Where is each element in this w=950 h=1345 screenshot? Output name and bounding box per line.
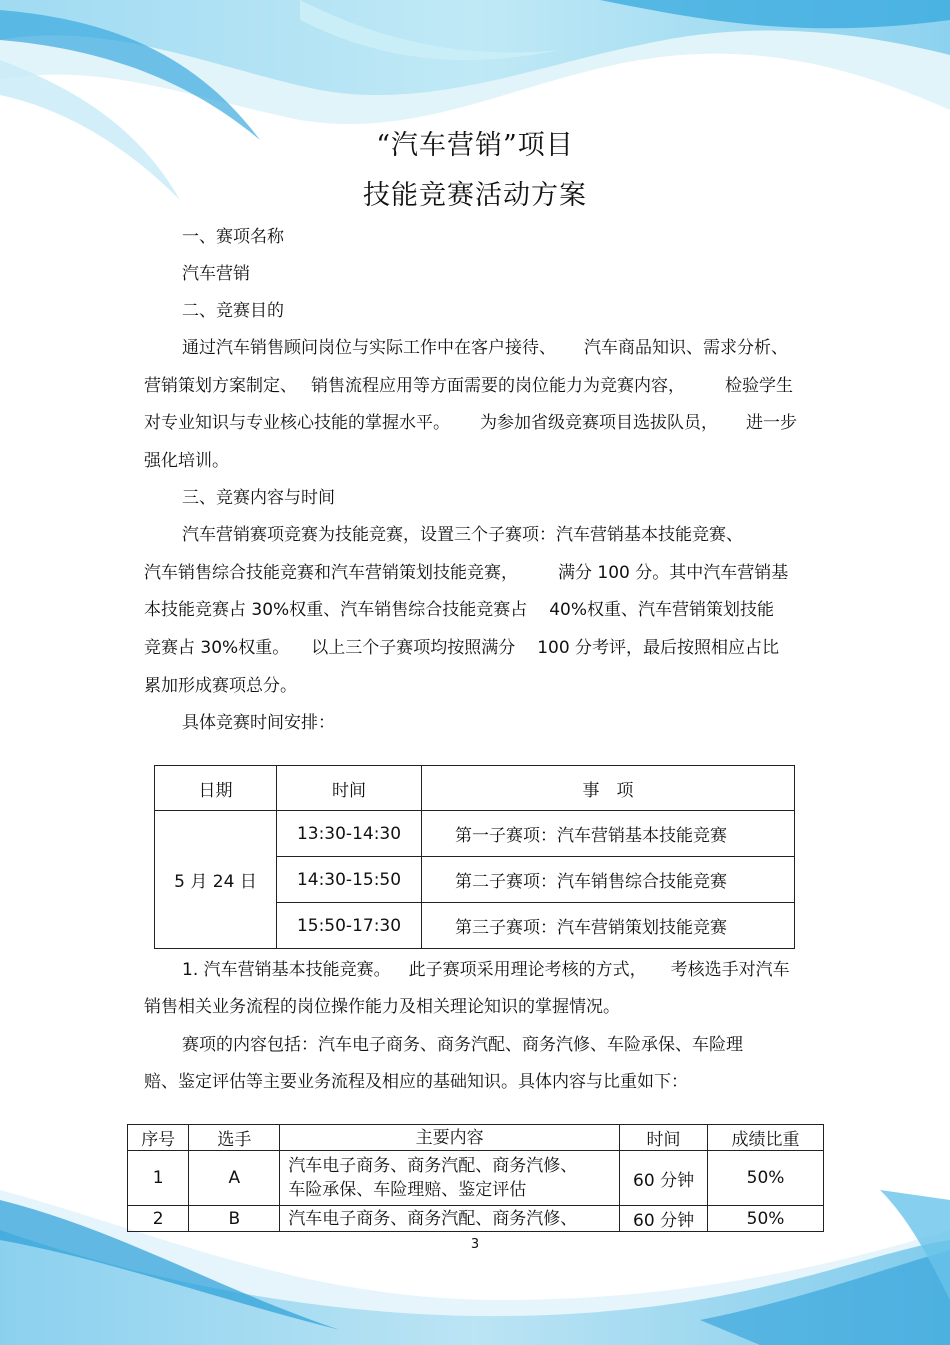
- schedule-item-cell: 第二子赛项：汽车销售综合技能竞赛: [422, 857, 795, 903]
- content-header-duration: 时间: [620, 1125, 708, 1151]
- content-weight-cell: 50%: [708, 1206, 824, 1232]
- schedule-item-cell: 第三子赛项：汽车营销策划技能竞赛: [422, 903, 795, 949]
- section2-paragraph-line: 对专业知识与专业核心技能的掌握水平。 为参加省级竞赛项目选拔队员， 进一步: [144, 413, 797, 433]
- content-main-cell: 汽车电子商务、商务汽配、商务汽修、 车险承保、车险理赔、鉴定评估: [280, 1151, 620, 1206]
- item1-content-line: 赛项的内容包括：汽车电子商务、商务汽配、商务汽修、车险承保、车险理: [182, 1035, 743, 1055]
- document-title-line2: 技能竞赛活动方案: [363, 180, 587, 211]
- content-row: [128, 1206, 824, 1232]
- section3-heading: 三、竞赛内容与时间: [182, 488, 335, 508]
- schedule-time-cell: 13:30-14:30: [277, 811, 422, 857]
- schedule-time-cell: 15:50-17:30: [277, 903, 422, 949]
- page-number: 3: [470, 1237, 480, 1252]
- content-header-main: 主要内容: [280, 1125, 620, 1151]
- document-title-line1: “汽车营销”项目: [376, 130, 574, 161]
- content-header-row: [128, 1125, 824, 1151]
- schedule-header-item: 事 项: [422, 766, 795, 811]
- item1-content-line: 赔、鉴定评估等主要业务流程及相应的基础知识。具体内容与比重如下：: [144, 1072, 688, 1092]
- section2-heading: 二、竞赛目的: [182, 301, 284, 321]
- content-no-cell: 2: [128, 1206, 189, 1232]
- item1-paragraph-line: 销售相关业务流程的岗位操作能力及相关理论知识的掌握情况。: [144, 997, 620, 1017]
- schedule-table: [154, 765, 795, 949]
- content-player-cell: A: [189, 1151, 280, 1206]
- section3-paragraph-line: 本技能竞赛占 30%权重、汽车销售综合技能竞赛占 40%权重、汽车营销策划技能: [144, 600, 774, 620]
- section2-paragraph-line: 营销策划方案制定、 销售流程应用等方面需要的岗位能力为竞赛内容， 检验学生: [144, 376, 793, 396]
- content-header-player: 选手: [189, 1125, 280, 1151]
- content-row: [128, 1151, 824, 1206]
- schedule-header-date: 日期: [155, 766, 277, 811]
- content-duration-cell: 60 分钟: [620, 1206, 708, 1232]
- schedule-item-cell: 第一子赛项：汽车营销基本技能竞赛: [422, 811, 795, 857]
- schedule-header-time: 时间: [277, 766, 422, 811]
- schedule-header-row: [155, 766, 795, 811]
- schedule-time-cell: 14:30-15:50: [277, 857, 422, 903]
- section3-paragraph-line: 汽车销售综合技能竞赛和汽车营销策划技能竞赛， 满分 100 分。其中汽车营销基: [144, 563, 789, 583]
- section3-paragraph-line: 汽车营销赛项竞赛为技能竞赛，设置三个子赛项：汽车营销基本技能竞赛、: [182, 525, 743, 545]
- section1-text: 汽车营销: [182, 264, 250, 284]
- section3-paragraph-line: 累加形成赛项总分。: [144, 676, 297, 696]
- content-duration-cell: 60 分钟: [620, 1151, 708, 1206]
- content-header-weight: 成绩比重: [708, 1125, 824, 1151]
- section2-paragraph-line: 通过汽车销售顾问岗位与实际工作中在客户接待、 汽车商品知识、需求分析、: [182, 338, 788, 358]
- section3-paragraph-line: 竞赛占 30%权重。 以上三个子赛项均按照满分 100 分考评，最后按照相应占比: [144, 638, 780, 658]
- schedule-intro: 具体竞赛时间安排：: [182, 713, 335, 733]
- content-table: [127, 1124, 824, 1232]
- section2-paragraph-line: 强化培训。: [144, 451, 229, 471]
- content-player-cell: B: [189, 1206, 280, 1232]
- schedule-row: [155, 811, 795, 857]
- content-weight-cell: 50%: [708, 1151, 824, 1206]
- content-no-cell: 1: [128, 1151, 189, 1206]
- content-header-no: 序号: [128, 1125, 189, 1151]
- item1-paragraph-line: 1. 汽车营销基本技能竞赛。 此子赛项采用理论考核的方式， 考核选手对汽车: [182, 960, 790, 980]
- schedule-date-cell: 5 月 24 日: [155, 811, 277, 949]
- content-main-cell: 汽车电子商务、商务汽配、商务汽修、: [280, 1206, 620, 1232]
- section1-heading: 一、赛项名称: [182, 227, 284, 247]
